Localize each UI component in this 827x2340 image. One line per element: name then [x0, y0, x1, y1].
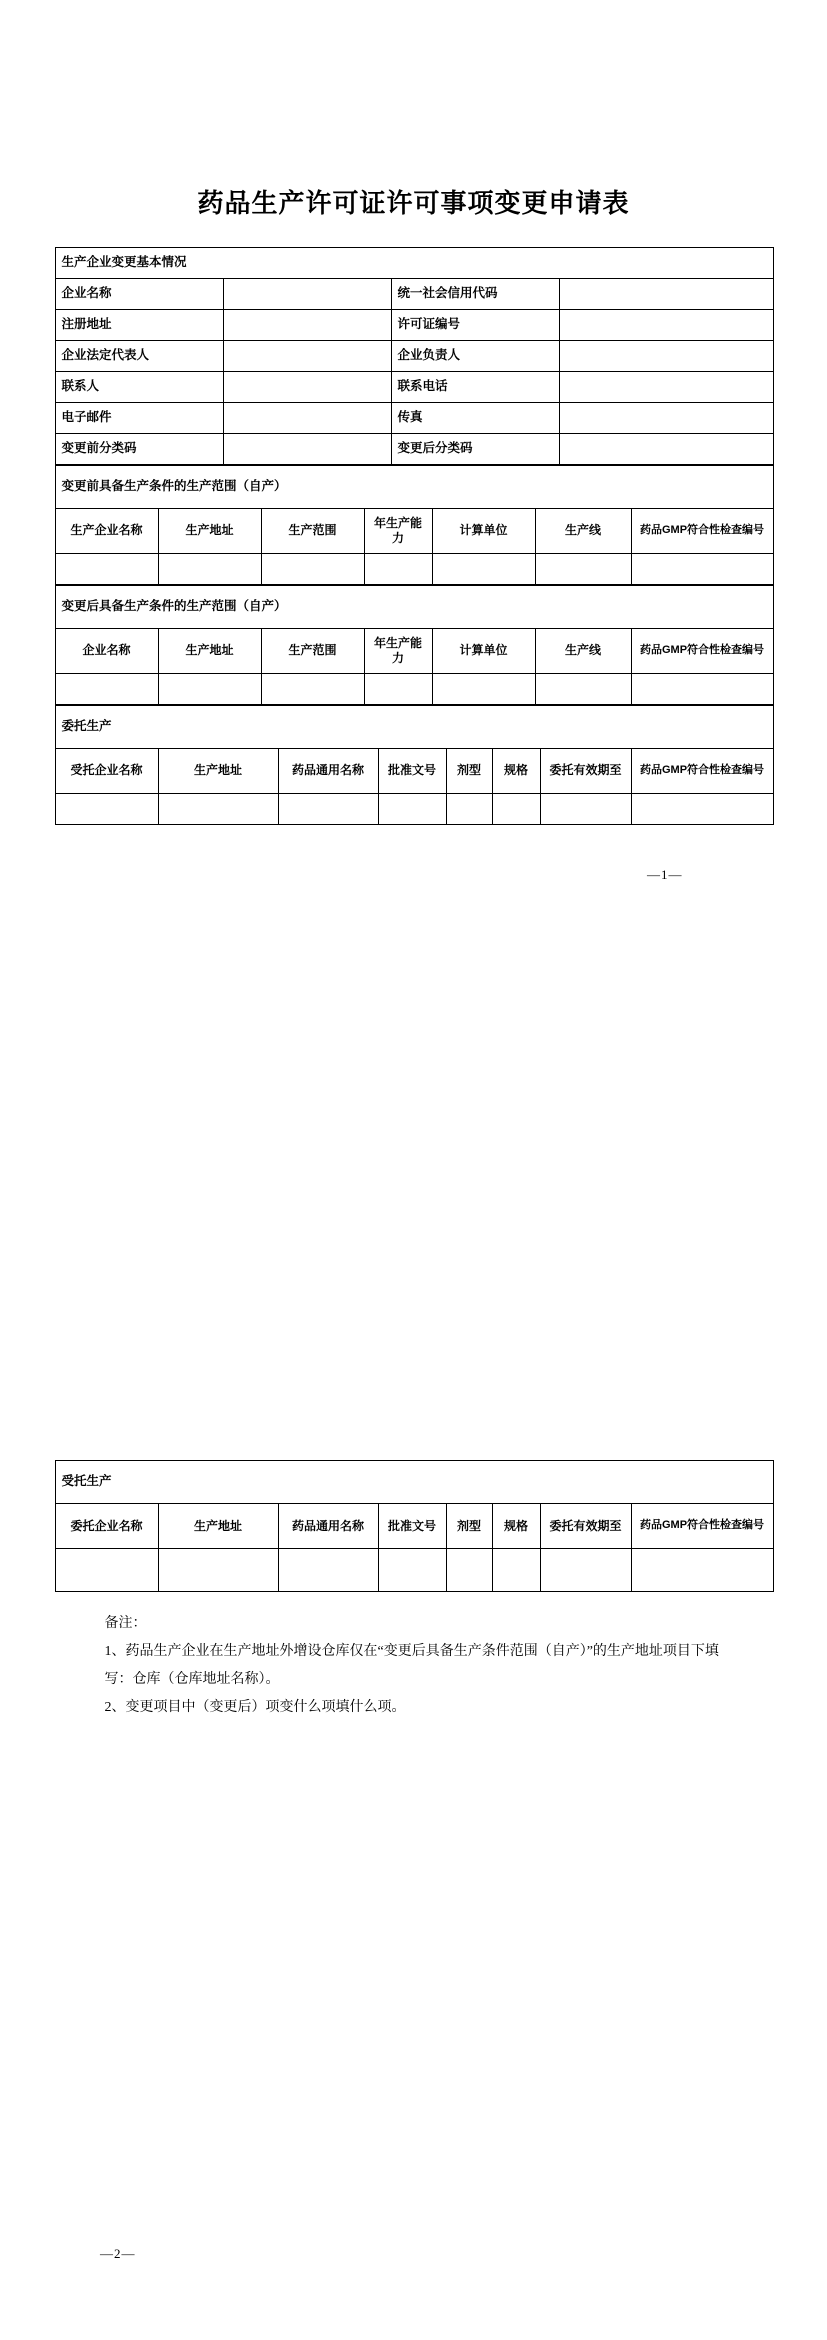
colhead-entrusted-approval-number: 批准文号: [378, 748, 446, 793]
cell-accepted-generic-name[interactable]: [278, 1549, 378, 1592]
section-header-accepted-production: 受托生产: [55, 1461, 773, 1504]
colhead-entrusted-dosage-form: 剂型: [446, 748, 492, 793]
cell-entrusted-gmp-inspection-number[interactable]: [631, 793, 773, 824]
cell-entrusted-production-address[interactable]: [158, 793, 278, 824]
colhead-after-gmp-inspection-number: 药品GMP符合性检查编号: [631, 628, 773, 673]
label-contact-phone: 联系电话: [391, 371, 559, 402]
table-row: [55, 1461, 773, 1504]
colhead-entrusted-gmp-inspection-number: 药品GMP符合性检查编号: [631, 748, 773, 793]
cell-accepted-gmp-inspection-number[interactable]: [631, 1549, 773, 1592]
label-classification-code-after: 变更后分类码: [391, 433, 559, 464]
colhead-before-gmp-inspection-number: 药品GMP符合性检查编号: [631, 508, 773, 553]
field-contact-phone[interactable]: [559, 371, 773, 402]
form-table-container-page1: [55, 219, 773, 883]
cell-after-production-address[interactable]: [158, 673, 261, 704]
label-registered-address: 注册地址: [55, 309, 223, 340]
colhead-after-production-line: 生产线: [535, 628, 631, 673]
note-item-2: 2、变更项目中（变更后）项变什么项填什么项。: [104, 1700, 406, 1715]
label-enterprise-head: 企业负责人: [391, 340, 559, 371]
cell-before-manufacturer-name[interactable]: [55, 553, 158, 584]
cell-before-annual-capacity[interactable]: [364, 553, 432, 584]
cell-entrusted-valid-until[interactable]: [540, 793, 631, 824]
table-header-row: [55, 1504, 773, 1549]
notes-heading: 备注：: [104, 1616, 147, 1631]
table-row: [55, 278, 773, 309]
field-fax[interactable]: [559, 402, 773, 433]
colhead-before-production-line: 生产线: [535, 508, 631, 553]
field-unified-social-credit-code[interactable]: [559, 278, 773, 309]
table-row: [55, 793, 773, 824]
colhead-accepted-entruster-name: 委托企业名称: [55, 1504, 158, 1549]
label-license-number: 许可证编号: [391, 309, 559, 340]
colhead-accepted-generic-name: 药品通用名称: [278, 1504, 378, 1549]
colhead-accepted-production-address: 生产地址: [158, 1504, 278, 1549]
cell-after-annual-capacity[interactable]: [364, 673, 432, 704]
cell-entrusted-specification[interactable]: [492, 793, 540, 824]
field-classification-code-after[interactable]: [559, 433, 773, 464]
colhead-after-annual-capacity: 年生产能力: [364, 628, 432, 673]
table-row: [55, 371, 773, 402]
section-header-entrusted-production: 委托生产: [55, 705, 773, 748]
colhead-after-company-name: 企业名称: [55, 628, 158, 673]
colhead-accepted-gmp-inspection-number: 药品GMP符合性检查编号: [631, 1504, 773, 1549]
cell-accepted-dosage-form[interactable]: [446, 1549, 492, 1592]
cell-after-company-name[interactable]: [55, 673, 158, 704]
cell-accepted-specification[interactable]: [492, 1549, 540, 1592]
table-row: [55, 1549, 773, 1592]
section-header-basic-info: 生产企业变更基本情况: [55, 247, 773, 278]
label-company-name: 企业名称: [55, 278, 223, 309]
colhead-entrusted-generic-name: 药品通用名称: [278, 748, 378, 793]
colhead-after-production-address: 生产地址: [158, 628, 261, 673]
section-header-after-scope: 变更后具备生产条件的生产范围（自产）: [55, 585, 773, 628]
colhead-accepted-specification: 规格: [492, 1504, 540, 1549]
cell-accepted-valid-until[interactable]: [540, 1549, 631, 1592]
colhead-accepted-valid-until: 委托有效期至: [540, 1504, 631, 1549]
table-row: [55, 705, 773, 748]
cell-entrusted-approval-number[interactable]: [378, 793, 446, 824]
colhead-before-unit: 计算单位: [432, 508, 535, 553]
change-application-form: [55, 247, 774, 465]
cell-accepted-production-address[interactable]: [158, 1549, 278, 1592]
notes-section: [83, 1592, 745, 1722]
colhead-entrusted-valid-until: 委托有效期至: [540, 748, 631, 793]
note-item-1: 1、药品生产企业在生产地址外增设仓库仅在“变更后具备生产条件范围（自产）”的生产地址项目下填写：仓库（仓库地址名称）。: [104, 1644, 719, 1687]
cell-before-production-address[interactable]: [158, 553, 261, 584]
cell-after-production-line[interactable]: [535, 673, 631, 704]
cell-accepted-entruster-name[interactable]: [55, 1549, 158, 1592]
colhead-after-unit: 计算单位: [432, 628, 535, 673]
label-contact-person: 联系人: [55, 371, 223, 402]
label-email: 电子邮件: [55, 402, 223, 433]
table-header-row: [55, 508, 773, 553]
cell-before-gmp-inspection-number[interactable]: [631, 553, 773, 584]
field-email[interactable]: [223, 402, 391, 433]
table-row: [55, 402, 773, 433]
colhead-before-production-scope: 生产范围: [261, 508, 364, 553]
label-legal-representative: 企业法定代表人: [55, 340, 223, 371]
cell-accepted-approval-number[interactable]: [378, 1549, 446, 1592]
page-title: 药品生产许可证许可事项变更申请表: [197, 189, 630, 218]
colhead-before-manufacturer-name: 生产企业名称: [55, 508, 158, 553]
page-number-2: —2—: [100, 2246, 136, 2261]
colhead-entrusted-production-address: 生产地址: [158, 748, 278, 793]
before-change-scope-table: [55, 465, 774, 585]
cell-before-production-line[interactable]: [535, 553, 631, 584]
cell-after-unit[interactable]: [432, 673, 535, 704]
accepted-production-table: [55, 1460, 774, 1592]
field-registered-address[interactable]: [223, 309, 391, 340]
cell-before-unit[interactable]: [432, 553, 535, 584]
cell-after-gmp-inspection-number[interactable]: [631, 673, 773, 704]
section-header-before-scope: 变更前具备生产条件的生产范围（自产）: [55, 465, 773, 508]
table-row: [55, 340, 773, 371]
cell-entrusted-trustee-name[interactable]: [55, 793, 158, 824]
table-row: [55, 433, 773, 464]
table-row: [55, 465, 773, 508]
field-contact-person[interactable]: [223, 371, 391, 402]
table-row: [55, 247, 773, 278]
table-header-row: [55, 628, 773, 673]
page-2: [0, 1170, 827, 2340]
cell-entrusted-generic-name[interactable]: [278, 793, 378, 824]
colhead-before-production-address: 生产地址: [158, 508, 261, 553]
entrusted-production-table: [55, 705, 774, 825]
colhead-entrusted-trustee-name: 受托企业名称: [55, 748, 158, 793]
after-change-scope-table: [55, 585, 774, 705]
label-unified-social-credit-code: 统一社会信用代码: [391, 278, 559, 309]
colhead-accepted-approval-number: 批准文号: [378, 1504, 446, 1549]
table-row: [55, 309, 773, 340]
field-enterprise-head[interactable]: [559, 340, 773, 371]
field-license-number[interactable]: [559, 309, 773, 340]
form-table-container-page2: [55, 1170, 773, 1592]
table-header-row: [55, 748, 773, 793]
cell-after-production-scope[interactable]: [261, 673, 364, 704]
table-row: [55, 553, 773, 584]
label-classification-code-before: 变更前分类码: [55, 433, 223, 464]
field-classification-code-before[interactable]: [223, 433, 391, 464]
field-legal-representative[interactable]: [223, 340, 391, 371]
label-fax: 传真: [391, 402, 559, 433]
colhead-entrusted-specification: 规格: [492, 748, 540, 793]
colhead-after-production-scope: 生产范围: [261, 628, 364, 673]
cell-entrusted-dosage-form[interactable]: [446, 793, 492, 824]
table-row: [55, 585, 773, 628]
cell-before-production-scope[interactable]: [261, 553, 364, 584]
field-company-name[interactable]: [223, 278, 391, 309]
page-number-1: —1—: [647, 866, 683, 882]
colhead-accepted-dosage-form: 剂型: [446, 1504, 492, 1549]
colhead-before-annual-capacity: 年生产能力: [364, 508, 432, 553]
table-row: [55, 673, 773, 704]
